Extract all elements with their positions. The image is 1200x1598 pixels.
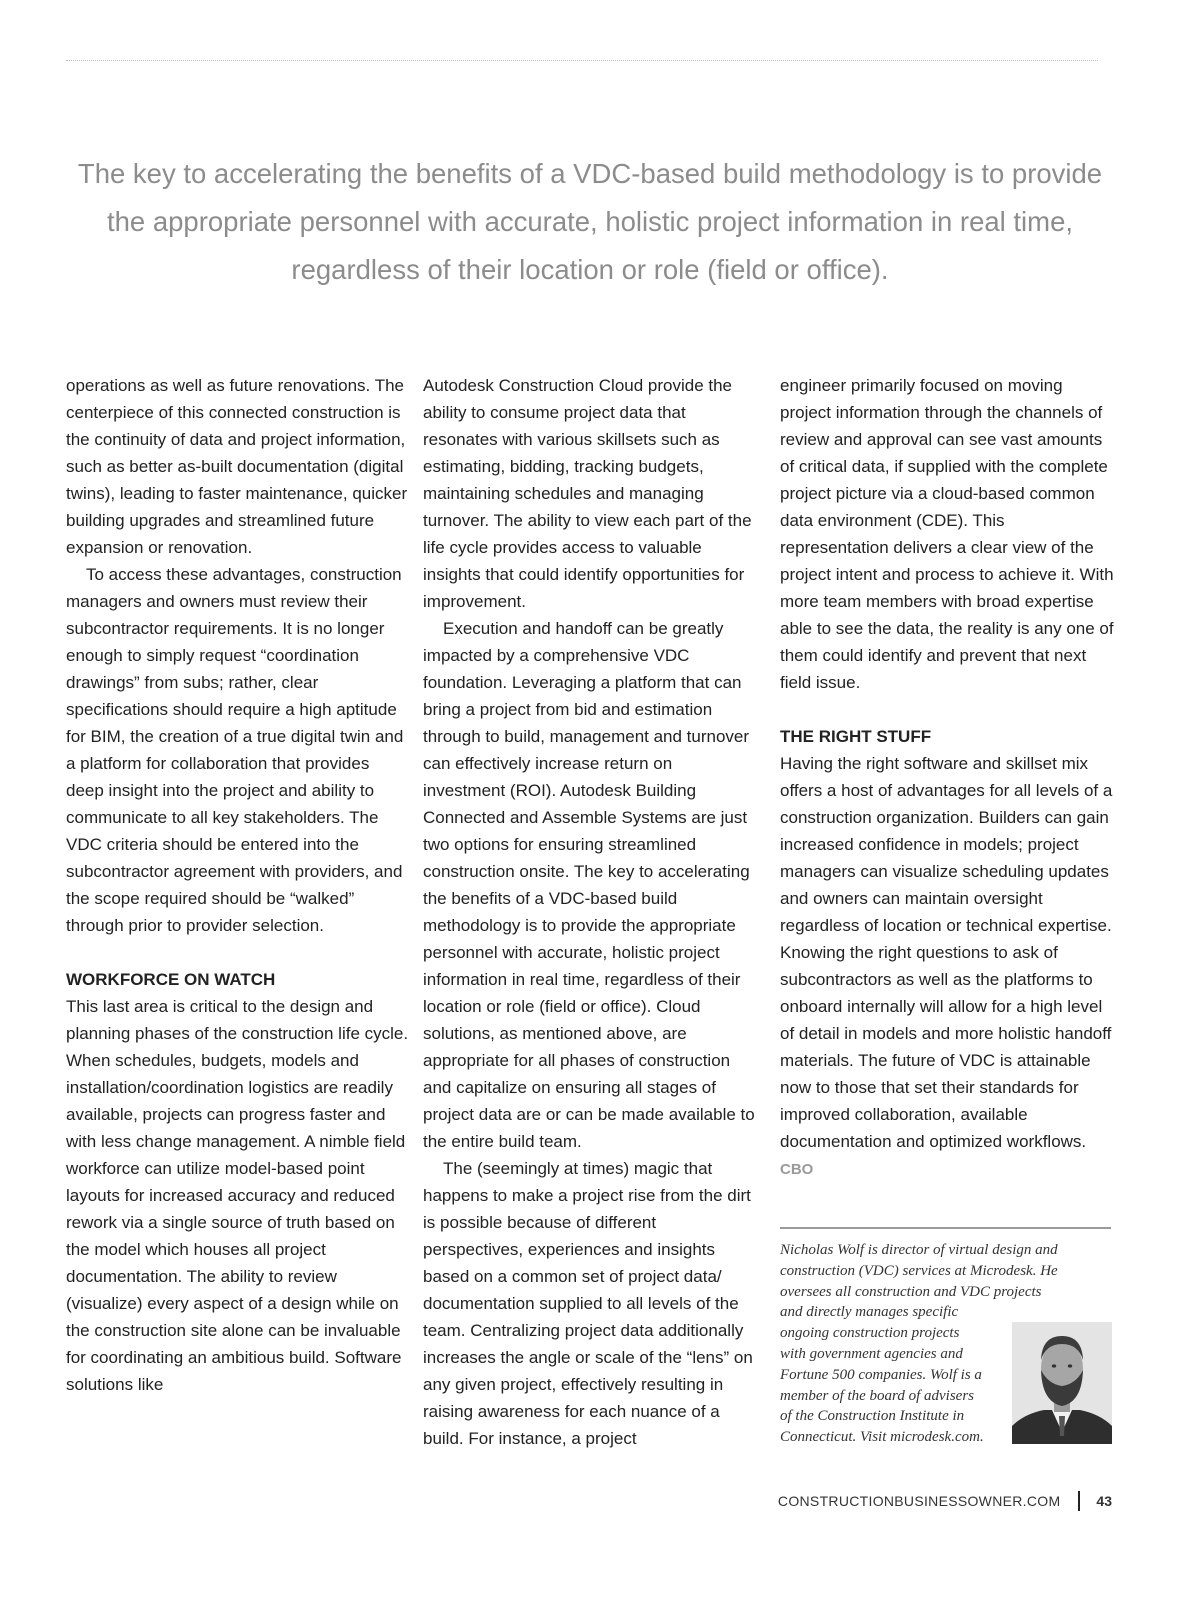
section-heading-workforce: WORKFORCE ON WATCH [66, 970, 276, 989]
end-mark: CBO [780, 1161, 814, 1178]
paragraph-text: Having the right software and skillset mix offers a host of advantages for all levels of a construction organization. Builders can gain increased confidence in models; project managers can visualize scheduling updates and owners can maintain oversight regardless of location or technical expertise. Knowing the right questions to ask of subcontractors as well as the platforms to onboard internally will allow for a high level of detail in models and more holistic handoff materials. The future of VDC is attainable now to those that set their standards for improved collaboration, available documentation and optimized workflows. [780, 754, 1113, 1151]
paragraph: engineer primarily focused on moving project information through the channels of review and approval can see vast amounts of critical data, if supplied with the complete project picture via a cloud-based common data environment (CDE). This representation delivers a clear view of the project intent and process to achieve it. With more team members with broad expertise able to see the data, the reality is any one of them could identify and prevent that next field issue. [780, 376, 1114, 692]
bio-line: with government agencies and [780, 1345, 963, 1362]
footer-site: CONSTRUCTIONBUSINESSOWNER.COM [777, 1493, 1061, 1509]
bio-line: of the Construction Institute in [780, 1408, 965, 1425]
top-divider [66, 60, 1098, 61]
bio-divider [780, 1227, 1111, 1229]
page-number: 43 [1096, 1493, 1112, 1509]
article-column-1 [66, 372, 411, 1398]
article-column-3 [780, 372, 1115, 1183]
paragraph: Autodesk Construction Cloud provide the ability to consume project data that resonates with various skillsets such as estimating, bidding, tracking budgets, maintaining schedules and managing turnover. The ability to view each part of the life cycle provides access to valuable insights that could identify opportunities for improvement. [423, 376, 752, 611]
author-photo [1012, 1322, 1112, 1444]
paragraph [780, 750, 1115, 1183]
bio-line: member of the board of advisers [780, 1387, 975, 1404]
bio-line: construction (VDC) services at Microdesk. He [780, 1262, 1058, 1279]
paragraph: To access these advantages, construction managers and owners must review their subcontractor requirements. It is no longer enough to simply request “coordination drawings” from subs; rather, clear specifications should require a high aptitude for BIM, the creation of a true digital twin and a platform for collaboration that provides deep insight into the project and ability to communicate to all key stakeholders. The VDC criteria should be entered into the subcontractor agreement with providers, and the scope required should be “walked” through prior to provider selection. [66, 565, 404, 935]
article-column-2 [423, 372, 758, 1452]
paragraph: operations as well as future renovations. The centerpiece of this connected construction is the continuity of data and project information, such as better as-built documentation (digital twins), leading to faster maintenance, quicker building upgrades and streamlined future expansion or renovation. [66, 376, 408, 557]
footer-separator [1078, 1491, 1080, 1511]
paragraph: This last area is critical to the design and planning phases of the construction life cycle. When schedules, budgets, models and installation/coordination logistics are readily available, projects can progress faster and with less change management. A nimble field workforce can utilize model-based point layouts for increased accuracy and reduced rework via a single source of truth based on the model which houses all project documentation. The ability to review (visualize) every aspect of a design while on the construction site alone can be invaluable for coordinating an ambitious build. Software solutions like [66, 997, 409, 1394]
section-heading-right-stuff: THE RIGHT STUFF [780, 727, 932, 746]
bio-line: Nicholas Wolf is director of virtual design and [780, 1242, 1058, 1258]
pull-quote: The key to accelerating the benefits of a VDC-based build methodology is to provide the appropriate personnel with accurate, holistic project information in real time, regardless of their location or role (field or office). [77, 158, 1103, 285]
bio-line: oversees all construction and VDC projects [780, 1283, 1042, 1300]
bio-line: ongoing construction projects [780, 1325, 960, 1342]
paragraph: Execution and handoff can be greatly impacted by a comprehensive VDC foundation. Leveraging a platform that can bring a project from bid and estimation through to build, management and turnover can effectively increase return on investment (ROI). Autodesk Building Connected and Assemble Systems are just two options for ensuring streamlined construction onsite. The key to accelerating the benefits of a VDC-based build methodology is to provide the appropriate personnel with accurate, holistic project information in real time, regardless of their location or role (field or office). Cloud solutions, as mentioned above, are appropriate for all phases of construction and capitalize on ensuring all stages of project data are or can be made available to the entire build team. [423, 619, 755, 1151]
author-portrait-icon [1012, 1322, 1112, 1444]
page-footer [778, 1491, 1112, 1511]
paragraph: The (seemingly at times) magic that happens to make a project rise from the dirt is possible because of different perspectives, experiences and insights based on a common set of project data/ documentation supplied to all levels of the team. Centralizing project data additionally increases the angle or scale of the “lens” on any given project, effectively resulting in raising awareness for each nuance of a build. For instance, a project [423, 1159, 753, 1448]
bio-line: Fortune 500 companies. Wolf is a [780, 1366, 982, 1383]
bio-line: and directly manages specific [780, 1304, 959, 1321]
bio-line: Connecticut. Visit microdesk.com. [780, 1429, 984, 1446]
